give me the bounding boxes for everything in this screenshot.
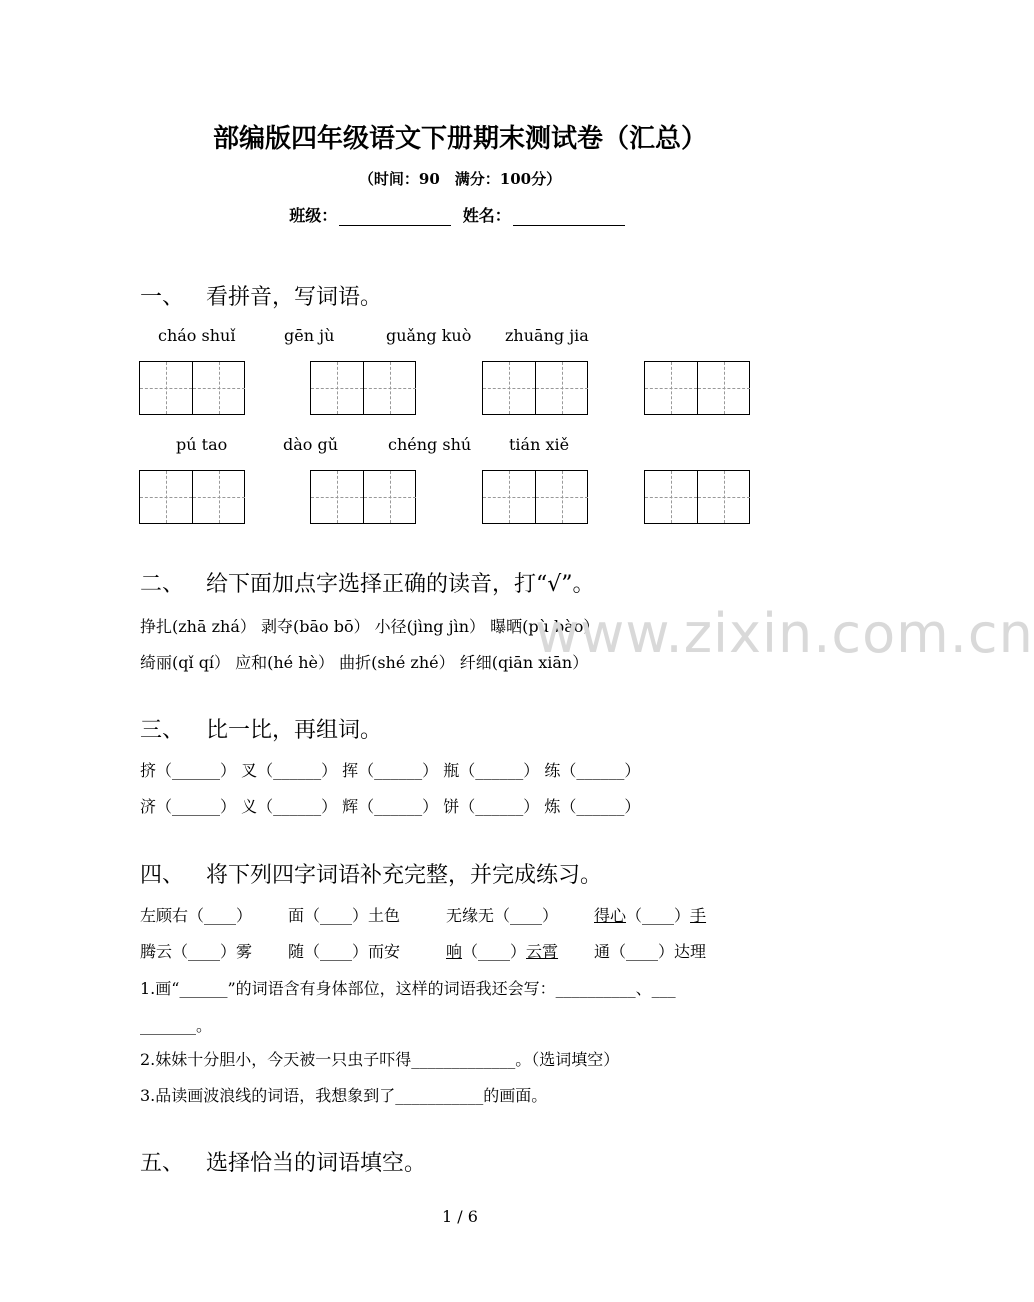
writing-grid[interactable] (310, 361, 416, 415)
section-title: 比一比，再组词。 (206, 718, 383, 743)
question-2[interactable]: 2.妹妹十分胆小，今天被一只虫子吓得_____________。（选词填空） (140, 1050, 620, 1069)
writing-grid[interactable] (310, 470, 416, 524)
name-label: 姓名： (462, 206, 511, 225)
writing-grid[interactable] (482, 470, 588, 524)
section-title: 给下面加点字选择正确的读音，打“√”。 (206, 572, 595, 597)
idiom-part: 得心 (594, 906, 627, 925)
pinyin-label: dào gǔ (283, 435, 339, 454)
section-number: 五、 (140, 1151, 185, 1176)
pinyin-label: cháo shuǐ (158, 326, 236, 345)
writing-grid[interactable] (482, 361, 588, 415)
section-2-heading (140, 567, 595, 598)
section-5-heading (140, 1146, 426, 1177)
class-label: 班级： (289, 206, 338, 225)
name-blank[interactable] (513, 209, 625, 226)
compare-line-2[interactable]: 济（______） 义（______） 辉（______） 饼（______） 炼（______） (140, 797, 641, 816)
pronunciation-line-1: 挣扎(zhā zhá） 剥夺(bāo bō） 小径(jìng jìn） 曝晒(pù bào） (140, 617, 600, 636)
section-number: 三、 (140, 718, 185, 743)
pinyin-label: gēn jù (284, 326, 335, 345)
pinyin-label: tián xiě (509, 435, 570, 454)
idiom-item[interactable]: 无缘无（____） (446, 906, 559, 925)
section-title: 将下列四字词语补充完整，并完成练习。 (206, 863, 603, 888)
pinyin-label: guǎng kuò (386, 326, 472, 345)
idiom-item[interactable]: 面（____）土色 (288, 906, 401, 925)
writing-grid[interactable] (139, 361, 245, 415)
section-3-heading (140, 713, 382, 744)
idiom-item[interactable]: 通（____）达理 (594, 942, 707, 961)
pinyin-label: chéng shú (388, 435, 472, 454)
section-title: 选择恰当的词语填空。 (206, 1151, 427, 1176)
student-info-line (0, 203, 920, 226)
section-title: 看拼音，写词语。 (206, 285, 383, 310)
idiom-item[interactable]: 腾云（____）雾 (140, 942, 253, 961)
section-number: 一、 (140, 285, 185, 310)
idiom-item[interactable]: 左顾右（____） (140, 906, 253, 925)
idiom-part: 响 (446, 942, 463, 961)
idiom-blank[interactable]: （____） (626, 906, 691, 925)
section-number: 二、 (140, 572, 185, 597)
watermark: www.zixin.com.cn (535, 602, 1034, 665)
writing-grid[interactable] (139, 470, 245, 524)
idiom-part: 手 (690, 906, 707, 925)
question-1-cont[interactable]: _______。 (140, 1016, 213, 1035)
section-4-heading (140, 858, 602, 889)
section-number: 四、 (140, 863, 185, 888)
class-blank[interactable] (339, 209, 451, 226)
page-title: 部编版四年级语文下册期末测试卷（汇总） (212, 124, 707, 154)
question-1[interactable]: 1.画“______”的词语含有身体部位，这样的词语我还会写：__________、___ (140, 979, 676, 998)
idiom-item[interactable]: 随（____）而安 (288, 942, 401, 961)
idiom-item[interactable] (446, 939, 558, 962)
writing-grid[interactable] (644, 470, 750, 524)
question-3[interactable]: 3.品读画波浪线的词语，我想象到了___________的画面。 (140, 1086, 548, 1105)
pinyin-label: pú tao (176, 435, 228, 454)
idiom-blank[interactable]: （____） (462, 942, 527, 961)
writing-grid[interactable] (644, 361, 750, 415)
pronunciation-line-2: 绮丽(qǐ qí） 应和(hé hè） 曲折(shé zhé） 纤细(qiān xiān） (140, 653, 589, 672)
compare-line-1[interactable]: 挤（______） 叉（______） 挥（______） 瓶（______） 练（______） (140, 761, 641, 780)
idiom-part: 云霄 (526, 942, 559, 961)
section-1-heading (140, 280, 382, 311)
pinyin-label: zhuāng jia (505, 326, 589, 345)
exam-info: （时间：90 满分：100分） (358, 170, 562, 188)
page-number: 1 / 6 (442, 1207, 478, 1226)
idiom-item[interactable] (594, 903, 706, 926)
